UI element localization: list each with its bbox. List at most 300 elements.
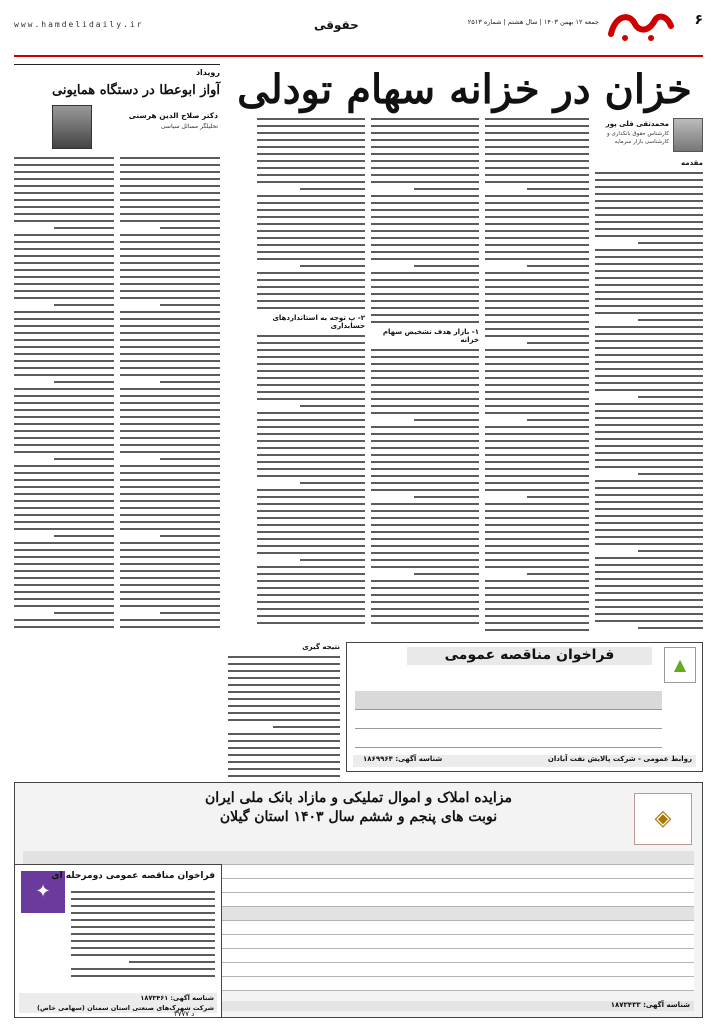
text-line [595,207,703,209]
text-line [120,584,220,586]
text-line [485,559,589,561]
text-line [371,118,479,120]
text-line [257,601,365,603]
text-line [120,514,220,516]
text-line [14,619,114,621]
text-line [371,279,479,281]
text-line [371,601,479,603]
text-line [120,346,220,348]
main-author [593,118,703,152]
bottom-reference: د ۳۷۷۷ [174,1010,195,1018]
text-line [371,223,479,225]
text-line [120,577,220,579]
text-line [527,188,589,190]
text-line [485,139,589,141]
text-line [120,416,220,418]
text-line [120,437,220,439]
text-line [14,262,114,264]
text-line [257,195,365,197]
text-line [371,167,479,169]
text-line [14,521,114,523]
text-line [485,293,589,295]
text-line [485,608,589,610]
text-line [14,598,114,600]
text-line [14,332,114,334]
text-line [638,396,703,398]
text-line [160,304,220,306]
text-line [257,412,365,414]
text-line [120,178,220,180]
main-headline: خزان در خزانه سهام تودلی [237,66,692,113]
text-line [371,398,479,400]
text-line [371,202,479,204]
text-line [14,479,114,481]
text-line [257,489,365,491]
text-line [257,293,365,295]
text-line [14,213,114,215]
text-line [371,447,479,449]
text-line [485,209,589,211]
text-line [257,342,365,344]
text-line [638,473,703,475]
text-line [485,454,589,456]
text-line [371,461,479,463]
text-line [485,251,589,253]
text-line [120,332,220,334]
text-line [595,501,703,503]
text-line [14,199,114,201]
text-line [485,531,589,533]
text-line [14,339,114,341]
text-line [485,468,589,470]
text-line [257,118,365,120]
text-line [14,220,114,222]
text-line [14,409,114,411]
text-line [595,424,703,426]
text-line [257,440,365,442]
text-line [14,360,114,362]
article-column-3 [371,118,479,636]
text-line [371,258,479,260]
text-line [14,255,114,257]
text-line [485,181,589,183]
text-line [120,297,220,299]
text-line [638,627,703,629]
text-line [595,529,703,531]
text-line [160,612,220,614]
text-line [257,587,365,589]
text-line [71,905,215,907]
auction-title-line2: نوبت های پنجم و ششم سال ۱۴۰۳ استان گیلان [219,809,498,825]
text-line [371,454,479,456]
text-line [485,286,589,288]
text-line [485,160,589,162]
text-line [485,552,589,554]
text-line [257,503,365,505]
text-line [160,227,220,229]
text-line [371,391,479,393]
text-line [485,230,589,232]
text-line [120,423,220,425]
text-line [120,374,220,376]
text-line [595,592,703,594]
text-line [257,286,365,288]
text-line [120,255,220,257]
text-line [257,160,365,162]
text-line [257,279,365,281]
text-line [71,975,215,977]
text-line [120,591,220,593]
text-line [257,307,365,309]
text-line [595,613,703,615]
text-line [257,216,365,218]
text-line [371,153,479,155]
text-line [257,349,365,351]
text-line [257,580,365,582]
text-line [14,556,114,558]
text-line [595,417,703,419]
text-line [300,559,365,561]
text-line [485,475,589,477]
website-url[interactable]: www.hamdelidaily.ir [14,20,144,29]
text-line [14,325,114,327]
sidebar-tag: رویداد [195,68,220,77]
text-line [14,500,114,502]
text-line [485,349,589,351]
text-line [14,206,114,208]
tender-pars-title: فراخوان مناقصه عمومی [407,647,652,665]
text-line [414,265,479,267]
author-photo [673,118,703,152]
text-line [527,496,589,498]
text-line [120,542,220,544]
text-line [485,384,589,386]
text-line [371,580,479,582]
text-line [257,426,365,428]
text-line [595,298,703,300]
article-subhead: ۲- پ توجه به استانداردهای حسابداری [272,314,365,330]
text-line [14,297,114,299]
text-line [14,549,114,551]
text-line [595,536,703,538]
text-line [485,321,589,323]
text-line [595,368,703,370]
text-line [257,622,365,624]
text-line [257,335,365,337]
text-line [371,384,479,386]
tender-pars-company: روابط عمومی - شرکت پالایش نفت آبادان [547,755,692,763]
text-line [595,578,703,580]
text-line [120,171,220,173]
text-line [14,164,114,166]
text-line [120,213,220,215]
text-line [414,496,479,498]
text-line [371,503,479,505]
text-line [371,321,479,323]
text-line [595,249,703,251]
text-line [120,164,220,166]
text-line [485,426,589,428]
text-line [129,961,215,963]
text-line [120,395,220,397]
text-line [485,391,589,393]
text-line [371,314,479,316]
text-line [595,347,703,349]
text-line [595,389,703,391]
text-line [414,419,479,421]
text-line [371,132,479,134]
text-line [14,367,114,369]
text-line [71,968,215,970]
text-line [371,293,479,295]
text-line [120,360,220,362]
text-line [228,677,340,679]
sidebar-author-role: تحلیلگر مسائل سیاسی [160,123,218,130]
article-subhead: مقدمه [681,159,703,167]
text-line [14,423,114,425]
text-line [485,461,589,463]
text-line [371,363,479,365]
text-line [14,402,114,404]
text-line [14,416,114,418]
text-line [485,307,589,309]
text-line [71,954,215,956]
text-line [228,663,340,665]
text-line [527,342,589,344]
text-line [257,209,365,211]
text-line [595,214,703,216]
text-line [257,531,365,533]
text-line [14,171,114,173]
text-line [371,482,479,484]
text-line [485,629,589,631]
text-line [595,564,703,566]
table-header-row [355,691,662,710]
page-number: ۶ [694,12,703,28]
text-line [120,339,220,341]
text-line [371,370,479,372]
text-line [228,656,340,658]
text-line [71,891,215,893]
text-line [638,242,703,244]
text-line [14,388,114,390]
text-line [257,517,365,519]
text-line [414,573,479,575]
text-line [257,146,365,148]
text-line [160,381,220,383]
author-name: محمدتقی قلی پور [605,120,669,128]
text-line [228,775,340,777]
text-line [14,493,114,495]
text-line [228,705,340,707]
article-subhead: ۱- بازار هدف تشخیص سهام خزانه [382,328,479,344]
text-line [595,326,703,328]
text-line [14,311,114,313]
text-line [485,524,589,526]
text-line [485,335,589,337]
text-line [228,733,340,735]
text-line [120,283,220,285]
text-line [595,480,703,482]
text-line [120,199,220,201]
text-line [120,325,220,327]
text-line [485,370,589,372]
text-line [14,178,114,180]
text-line [257,615,365,617]
text-line [14,234,114,236]
text-line [485,328,589,330]
text-line [595,403,703,405]
text-line [257,461,365,463]
text-line [14,283,114,285]
text-line [485,510,589,512]
sidebar-title: آواز ابوعطا در دستگاه همایونی [52,83,220,98]
text-line [485,601,589,603]
text-line [120,430,220,432]
text-line [54,227,114,229]
sidebar-author-name: دکتر صلاح الدین هرسنی [128,111,218,120]
text-line [595,284,703,286]
text-line [595,466,703,468]
text-line [371,594,479,596]
text-line [120,318,220,320]
text-line [371,230,479,232]
text-line [485,433,589,435]
text-line [485,545,589,547]
text-line [120,472,220,474]
text-line [120,388,220,390]
text-line [14,577,114,579]
text-line [14,591,114,593]
header-rule [14,55,703,57]
text-line [14,374,114,376]
text-line [257,251,365,253]
text-line [14,269,114,271]
text-line [120,598,220,600]
text-line [228,670,340,672]
text-line [120,444,220,446]
text-line [485,195,589,197]
text-line [371,244,479,246]
text-line [371,608,479,610]
text-line [54,304,114,306]
text-line [371,251,479,253]
text-line [257,300,365,302]
text-line [371,272,479,274]
text-line [14,626,114,628]
text-line [595,599,703,601]
text-line [485,237,589,239]
text-line [54,381,114,383]
text-line [120,241,220,243]
text-line [257,181,365,183]
article-column-1 [595,156,703,636]
text-line [228,754,340,756]
text-line [371,209,479,211]
tender-pars-code: شناسه آگهی: ۱۸۶۹۹۶۴ [363,755,443,763]
text-line [485,377,589,379]
text-line [485,503,589,505]
text-line [595,270,703,272]
text-line [120,605,220,607]
table-row [355,710,662,729]
text-line [120,507,220,509]
text-line [14,241,114,243]
text-line [595,445,703,447]
text-line [371,440,479,442]
text-line [300,265,365,267]
text-line [371,433,479,435]
text-line [120,353,220,355]
text-line [14,192,114,194]
text-line [371,146,479,148]
text-line [595,508,703,510]
text-line [14,437,114,439]
text-line [120,528,220,530]
text-line [14,605,114,607]
auction-title-line1: مزایده املاک و اموال تملیکی و مازاد بانک ملی ایران [204,790,512,806]
text-line [120,486,220,488]
text-line [595,312,703,314]
text-line [257,258,365,260]
text-line [595,179,703,181]
text-line [595,515,703,517]
table-row [355,729,662,748]
text-line [257,139,365,141]
text-line [120,157,220,159]
text-line [485,223,589,225]
text-line [257,468,365,470]
text-line [257,447,365,449]
text-line [485,153,589,155]
tender-pars-footer [353,755,696,767]
text-line [595,382,703,384]
text-line [14,465,114,467]
text-line [120,311,220,313]
text-line [14,346,114,348]
text-line [257,356,365,358]
text-line [120,185,220,187]
text-line [14,185,114,187]
text-line [595,172,703,174]
text-line [485,580,589,582]
text-line [257,370,365,372]
text-line [228,761,340,763]
text-line [485,566,589,568]
page-header [14,6,703,54]
text-line [485,405,589,407]
text-line [595,221,703,223]
text-line [300,405,365,407]
text-line [228,684,340,686]
text-line [485,440,589,442]
text-line [371,125,479,127]
text-line [120,479,220,481]
text-line [14,395,114,397]
text-line [257,566,365,568]
text-line [371,174,479,176]
text-line [595,571,703,573]
text-line [371,510,479,512]
text-line [371,468,479,470]
text-line [371,489,479,491]
text-line [371,587,479,589]
text-line [228,719,340,721]
text-line [485,300,589,302]
text-line [257,272,365,274]
text-line [371,181,479,183]
text-line [371,356,479,358]
